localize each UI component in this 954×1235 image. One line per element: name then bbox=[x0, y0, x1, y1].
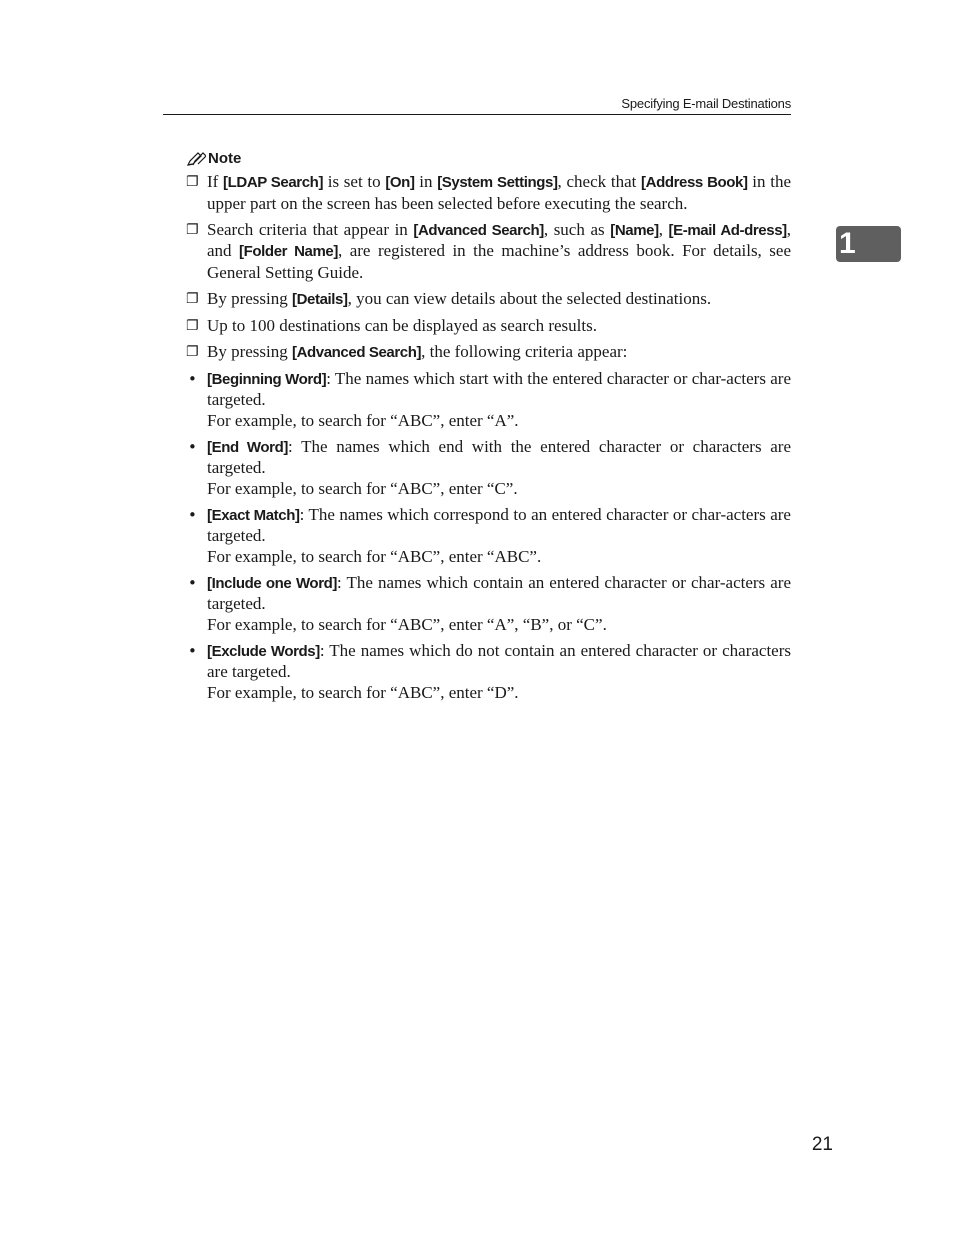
text: Search criteria that appear in bbox=[207, 219, 414, 239]
key-ldap-search: [LDAP Search] bbox=[223, 174, 324, 191]
note-item-advanced bbox=[186, 342, 791, 364]
key-end-word: [End Word] bbox=[207, 438, 288, 456]
checkbox-marker-icon: ❐ bbox=[186, 317, 199, 334]
note-item-details bbox=[186, 289, 791, 311]
note-heading bbox=[186, 150, 241, 167]
bullet-icon: • bbox=[188, 573, 197, 592]
key-advanced-search: [Advanced Search] bbox=[413, 221, 544, 239]
criteria-item-include-one-word bbox=[186, 573, 791, 636]
key-include-one-word: [Include one Word] bbox=[207, 574, 337, 592]
text: , you can view details about the selected destinations. bbox=[347, 288, 712, 308]
note-body bbox=[186, 172, 791, 709]
pencil-icon bbox=[186, 151, 206, 167]
text: Up to 100 destinations can be displayed as search results. bbox=[207, 315, 597, 335]
text: , are registered in the machine’s address book. For details, see General Setting Guide. bbox=[207, 241, 792, 282]
checkbox-marker-icon: ❐ bbox=[186, 221, 199, 238]
key-exact-match: [Exact Match] bbox=[207, 506, 300, 524]
page-number: 21 bbox=[811, 1134, 833, 1155]
criteria-description: : The names which correspond to an entered character or char-acters are targeted. bbox=[207, 504, 791, 545]
criteria-description: : The names which start with the entered character or char-acters are targeted. bbox=[207, 368, 791, 409]
key-address-book: [Address Book] bbox=[641, 174, 748, 191]
text: By pressing bbox=[207, 341, 292, 361]
criteria-item-end-word bbox=[186, 437, 791, 500]
text: , such as bbox=[543, 219, 611, 239]
criteria-description: : The names which end with the entered character or characters are targeted. bbox=[207, 436, 791, 477]
bullet-icon: • bbox=[188, 369, 197, 388]
checkbox-marker-icon: ❐ bbox=[186, 343, 199, 360]
criteria-example: For example, to search for “ABC”, enter “D”. bbox=[207, 682, 519, 702]
criteria-example: For example, to search for “ABC”, enter “A”, “B”, or “C”. bbox=[207, 614, 607, 634]
key-exclude-words: [Exclude Words] bbox=[207, 642, 320, 660]
text: in the upper part on the screen has been selected before executing the search. bbox=[207, 172, 791, 213]
bullet-icon: • bbox=[188, 641, 197, 660]
key-name: [Name] bbox=[610, 221, 659, 239]
criteria-description: : The names which contain an entered character or char-acters are targeted. bbox=[207, 572, 791, 613]
criteria-example: For example, to search for “ABC”, enter “ABC”. bbox=[207, 546, 542, 566]
text: By pressing bbox=[207, 288, 292, 308]
text: If bbox=[207, 172, 224, 191]
text: , the following criteria appear: bbox=[421, 341, 628, 361]
key-folder-name: [Folder Name] bbox=[239, 243, 338, 260]
text: in bbox=[414, 172, 438, 191]
key-system-settings: [System Settings] bbox=[437, 174, 558, 191]
criteria-item-beginning-word bbox=[186, 369, 791, 432]
header-rule bbox=[163, 114, 791, 115]
checkbox-marker-icon: ❐ bbox=[186, 290, 199, 307]
note-item-limit bbox=[186, 316, 791, 337]
checkbox-marker-icon: ❐ bbox=[186, 174, 199, 190]
criteria-example: For example, to search for “ABC”, enter “A”. bbox=[207, 410, 519, 430]
key-email-address: [E-mail Ad-dress] bbox=[668, 221, 787, 239]
note-title: Note bbox=[208, 150, 242, 167]
criteria-item-exact-match bbox=[186, 505, 791, 568]
text: , check that bbox=[557, 172, 642, 191]
key-advanced-search: [Advanced Search] bbox=[292, 343, 422, 361]
bullet-icon: • bbox=[188, 505, 197, 524]
running-head: Specifying E-mail Destinations bbox=[621, 96, 791, 111]
key-details: [Details] bbox=[292, 290, 348, 308]
note-item-ldap bbox=[186, 172, 791, 214]
bullet-icon: • bbox=[188, 437, 197, 456]
criteria-description: : The names which do not contain an entered character or characters are targeted. bbox=[207, 640, 791, 681]
text: is set to bbox=[323, 172, 386, 191]
text: , bbox=[658, 219, 669, 239]
text: , and bbox=[207, 219, 791, 260]
note-item-search-criteria bbox=[186, 220, 791, 284]
chapter-tab: 1 bbox=[836, 226, 901, 262]
key-on: [On] bbox=[385, 174, 415, 191]
criteria-example: For example, to search for “ABC”, enter “C”. bbox=[207, 478, 518, 498]
key-beginning-word: [Beginning Word] bbox=[207, 370, 327, 388]
criteria-item-exclude-words bbox=[186, 641, 791, 704]
